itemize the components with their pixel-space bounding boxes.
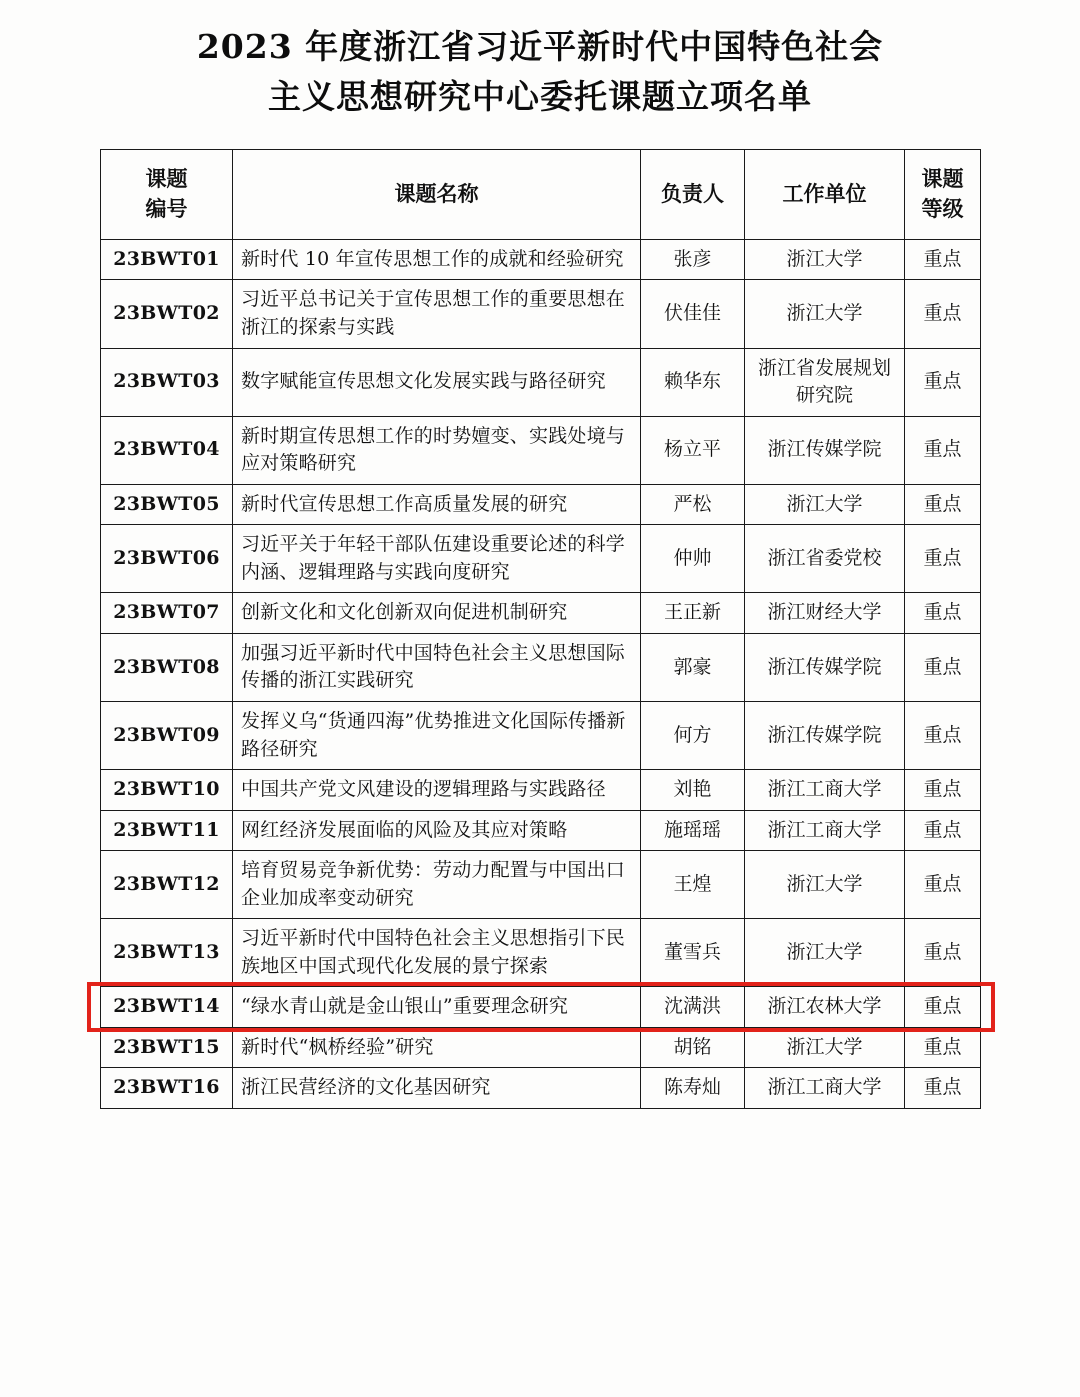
cell-project-code: 23BWT01 — [101, 239, 233, 280]
cell-project-name: 新时代“枫桥经验”研究 — [233, 1027, 641, 1068]
cell-project-level: 重点 — [905, 280, 981, 348]
cell-project-code: 23BWT05 — [101, 484, 233, 525]
page-title-line-2: 主义思想研究中心委托课题立项名单 — [268, 76, 812, 116]
cell-project-code: 23BWT02 — [101, 280, 233, 348]
cell-project-name: 发挥义乌“货通四海”优势推进文化国际传播新路径研究 — [233, 701, 641, 769]
table-header — [101, 150, 981, 240]
cell-project-leader: 杨立平 — [641, 416, 745, 484]
cell-project-org: 浙江工商大学 — [745, 1068, 905, 1109]
cell-project-code: 23BWT09 — [101, 701, 233, 769]
cell-project-org: 浙江大学 — [745, 919, 905, 987]
cell-project-level: 重点 — [905, 851, 981, 919]
table-row — [101, 280, 981, 348]
cell-project-org: 浙江工商大学 — [745, 770, 905, 811]
cell-project-leader: 王正新 — [641, 593, 745, 634]
cell-project-level: 重点 — [905, 770, 981, 811]
project-listing-table — [100, 149, 981, 1109]
cell-project-leader: 刘艳 — [641, 770, 745, 811]
column-header-code-line1: 课题 — [145, 166, 188, 191]
cell-project-org: 浙江农林大学 — [745, 987, 905, 1028]
table-row — [101, 1027, 981, 1068]
cell-project-name: 网红经济发展面临的风险及其应对策略 — [233, 810, 641, 851]
cell-project-code: 23BWT10 — [101, 770, 233, 811]
column-header-code — [101, 150, 233, 240]
cell-project-level: 重点 — [905, 701, 981, 769]
cell-project-org: 浙江大学 — [745, 280, 905, 348]
cell-project-leader: 胡铭 — [641, 1027, 745, 1068]
table-row — [101, 484, 981, 525]
cell-project-name: “绿水青山就是金山银山”重要理念研究 — [233, 987, 641, 1028]
cell-project-code: 23BWT14 — [101, 987, 233, 1028]
cell-project-org: 浙江省发展规划研究院 — [745, 348, 905, 416]
cell-project-leader: 王煌 — [641, 851, 745, 919]
cell-project-name: 新时期宣传思想工作的时势嬗变、实践处境与应对策略研究 — [233, 416, 641, 484]
column-header-level — [905, 150, 981, 240]
cell-project-code: 23BWT12 — [101, 851, 233, 919]
cell-project-leader: 张彦 — [641, 239, 745, 280]
table-body — [101, 239, 981, 1108]
cell-project-code: 23BWT06 — [101, 525, 233, 593]
table-row — [101, 525, 981, 593]
table-row — [101, 348, 981, 416]
cell-project-name: 新时代 10 年宣传思想工作的成就和经验研究 — [233, 239, 641, 280]
cell-project-level: 重点 — [905, 525, 981, 593]
cell-project-name: 新时代宣传思想工作高质量发展的研究 — [233, 484, 641, 525]
cell-project-code: 23BWT04 — [101, 416, 233, 484]
cell-project-code: 23BWT08 — [101, 633, 233, 701]
cell-project-code: 23BWT15 — [101, 1027, 233, 1068]
cell-project-name: 加强习近平新时代中国特色社会主义思想国际传播的浙江实践研究 — [233, 633, 641, 701]
cell-project-org: 浙江传媒学院 — [745, 633, 905, 701]
cell-project-level: 重点 — [905, 239, 981, 280]
cell-project-name: 数字赋能宣传思想文化发展实践与路径研究 — [233, 348, 641, 416]
cell-project-org: 浙江大学 — [745, 239, 905, 280]
cell-project-code: 23BWT13 — [101, 919, 233, 987]
cell-project-level: 重点 — [905, 919, 981, 987]
table-row — [101, 987, 981, 1028]
page-title-line-1: 2023 年度浙江省习近平新时代中国特色社会 — [196, 27, 884, 66]
table-row — [101, 239, 981, 280]
column-header-name: 课题名称 — [233, 150, 641, 240]
cell-project-leader: 仲帅 — [641, 525, 745, 593]
cell-project-level: 重点 — [905, 810, 981, 851]
cell-project-leader: 伏佳佳 — [641, 280, 745, 348]
table-row — [101, 1068, 981, 1109]
cell-project-name: 习近平关于年轻干部队伍建设重要论述的科学内涵、逻辑理路与实践向度研究 — [233, 525, 641, 593]
cell-project-leader: 赖华东 — [641, 348, 745, 416]
cell-project-org: 浙江传媒学院 — [745, 701, 905, 769]
cell-project-code: 23BWT07 — [101, 593, 233, 634]
cell-project-level: 重点 — [905, 416, 981, 484]
project-listing-table-wrapper — [100, 149, 980, 1109]
cell-project-org: 浙江大学 — [745, 1027, 905, 1068]
cell-project-code: 23BWT03 — [101, 348, 233, 416]
cell-project-level: 重点 — [905, 633, 981, 701]
cell-project-org: 浙江大学 — [745, 851, 905, 919]
cell-project-level: 重点 — [905, 987, 981, 1028]
cell-project-leader: 严松 — [641, 484, 745, 525]
column-header-leader: 负责人 — [641, 150, 745, 240]
cell-project-name: 习近平新时代中国特色社会主义思想指引下民族地区中国式现代化发展的景宁探索 — [233, 919, 641, 987]
column-header-level-line1: 课题 — [921, 166, 964, 191]
cell-project-leader: 沈满洪 — [641, 987, 745, 1028]
cell-project-org: 浙江传媒学院 — [745, 416, 905, 484]
table-row — [101, 416, 981, 484]
cell-project-name: 浙江民营经济的文化基因研究 — [233, 1068, 641, 1109]
table-row — [101, 593, 981, 634]
cell-project-leader: 郭豪 — [641, 633, 745, 701]
cell-project-leader: 董雪兵 — [641, 919, 745, 987]
cell-project-name: 培育贸易竞争新优势：劳动力配置与中国出口企业加成率变动研究 — [233, 851, 641, 919]
cell-project-leader: 陈寿灿 — [641, 1068, 745, 1109]
cell-project-level: 重点 — [905, 1027, 981, 1068]
cell-project-level: 重点 — [905, 484, 981, 525]
cell-project-leader: 何方 — [641, 701, 745, 769]
table-row — [101, 810, 981, 851]
cell-project-name: 习近平总书记关于宣传思想工作的重要思想在浙江的探索与实践 — [233, 280, 641, 348]
cell-project-code: 23BWT16 — [101, 1068, 233, 1109]
page-title — [0, 0, 1080, 121]
cell-project-org: 浙江工商大学 — [745, 810, 905, 851]
table-row — [101, 633, 981, 701]
cell-project-level: 重点 — [905, 593, 981, 634]
column-header-code-line2: 编号 — [145, 196, 188, 222]
cell-project-level: 重点 — [905, 1068, 981, 1109]
table-header-row — [101, 150, 981, 240]
table-row — [101, 770, 981, 811]
cell-project-org: 浙江财经大学 — [745, 593, 905, 634]
table-row — [101, 851, 981, 919]
table-row — [101, 701, 981, 769]
cell-project-code: 23BWT11 — [101, 810, 233, 851]
cell-project-name: 创新文化和文化创新双向促进机制研究 — [233, 593, 641, 634]
table-row — [101, 919, 981, 987]
cell-project-leader: 施瑶瑶 — [641, 810, 745, 851]
cell-project-name: 中国共产党文风建设的逻辑理路与实践路径 — [233, 770, 641, 811]
cell-project-org: 浙江省委党校 — [745, 525, 905, 593]
column-header-level-line2: 等级 — [921, 196, 964, 222]
cell-project-level: 重点 — [905, 348, 981, 416]
cell-project-org: 浙江大学 — [745, 484, 905, 525]
column-header-org: 工作单位 — [745, 150, 905, 240]
